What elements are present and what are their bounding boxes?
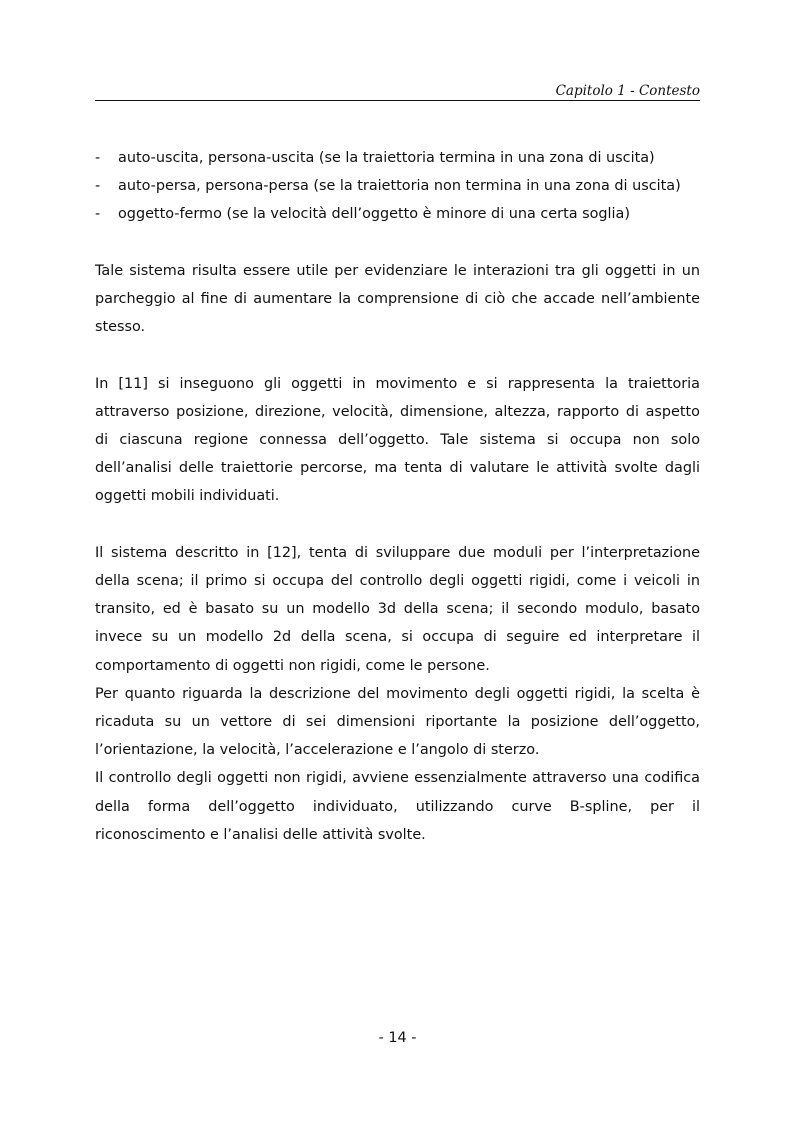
- paragraph-rigid-objects: Per quanto riguarda la descrizione del movimento degli oggetti rigidi, la scelta è ricaduta su un vettore di sei dimensioni riportante la posizione dell’oggetto, l’orientazione, la velocità, l’accelerazione e l’angolo di sterzo.: [95, 685, 700, 759]
- list-bullet: -: [95, 206, 101, 223]
- page-number: - 14 -: [378, 1030, 417, 1046]
- paragraph-reference-12: Il sistema descritto in [12], tenta di sviluppare due moduli per l’interpretazione della scena; il primo si occupa del controllo degli oggetti rigidi, come i veicoli in transito, ed è basato su un modello 3d della scena; il secondo modulo, basato invece su un modello 2d della scena, si occupa di seguire ed interpretare il comportamento di oggetti non rigidi, come le persone.: [95, 544, 700, 674]
- paragraph-reference-11: In [11] si inseguono gli oggetti in movimento e si rappresenta la traiettoria attraverso posizione, direzione, velocità, dimensione, altezza, rapporto di aspetto di ciascuna regione connessa dell’oggetto. Tale sistema si occupa non solo dell’analisi delle traiettorie percorse, ma tenta di valutare le attività svolte dagli oggetti mobili individuati.: [95, 375, 700, 505]
- list-bullet: -: [95, 178, 101, 195]
- list-item-text: auto-uscita, persona-uscita (se la traiettoria termina in una zona di uscita): [118, 150, 655, 166]
- header-rule: [95, 100, 700, 101]
- list-item: [95, 172, 700, 200]
- paragraph-system-utility: Tale sistema risulta essere utile per evidenziare le interazioni tra gli oggetti in un parcheggio al fine di aumentare la comprensione di ciò che accade nell’ambiente stesso.: [95, 262, 700, 336]
- list-item-text: oggetto-fermo (se la velocità dell’oggetto è minore di una certa soglia): [118, 206, 630, 223]
- list-item: [95, 200, 700, 228]
- body-text: [95, 144, 700, 849]
- paragraph-non-rigid-objects: Il controllo degli oggetti non rigidi, avviene essenzialmente attraverso una codifica della forma dell’oggetto individuato, utilizzando curve B-spline, per il riconoscimento e l’analisi delle attività svolte.: [95, 770, 700, 843]
- list-item-text: auto-persa, persona-persa (se la traiettoria non termina in una zona di uscita): [118, 178, 681, 195]
- running-header-title: Capitolo 1 - Contesto: [555, 83, 700, 99]
- paragraph-spacer: [95, 511, 700, 539]
- paragraph-spacer: [95, 229, 700, 257]
- list-item: [95, 144, 700, 172]
- list-bullet: -: [95, 150, 101, 166]
- event-list: [95, 144, 700, 229]
- paragraph-spacer: [95, 341, 700, 369]
